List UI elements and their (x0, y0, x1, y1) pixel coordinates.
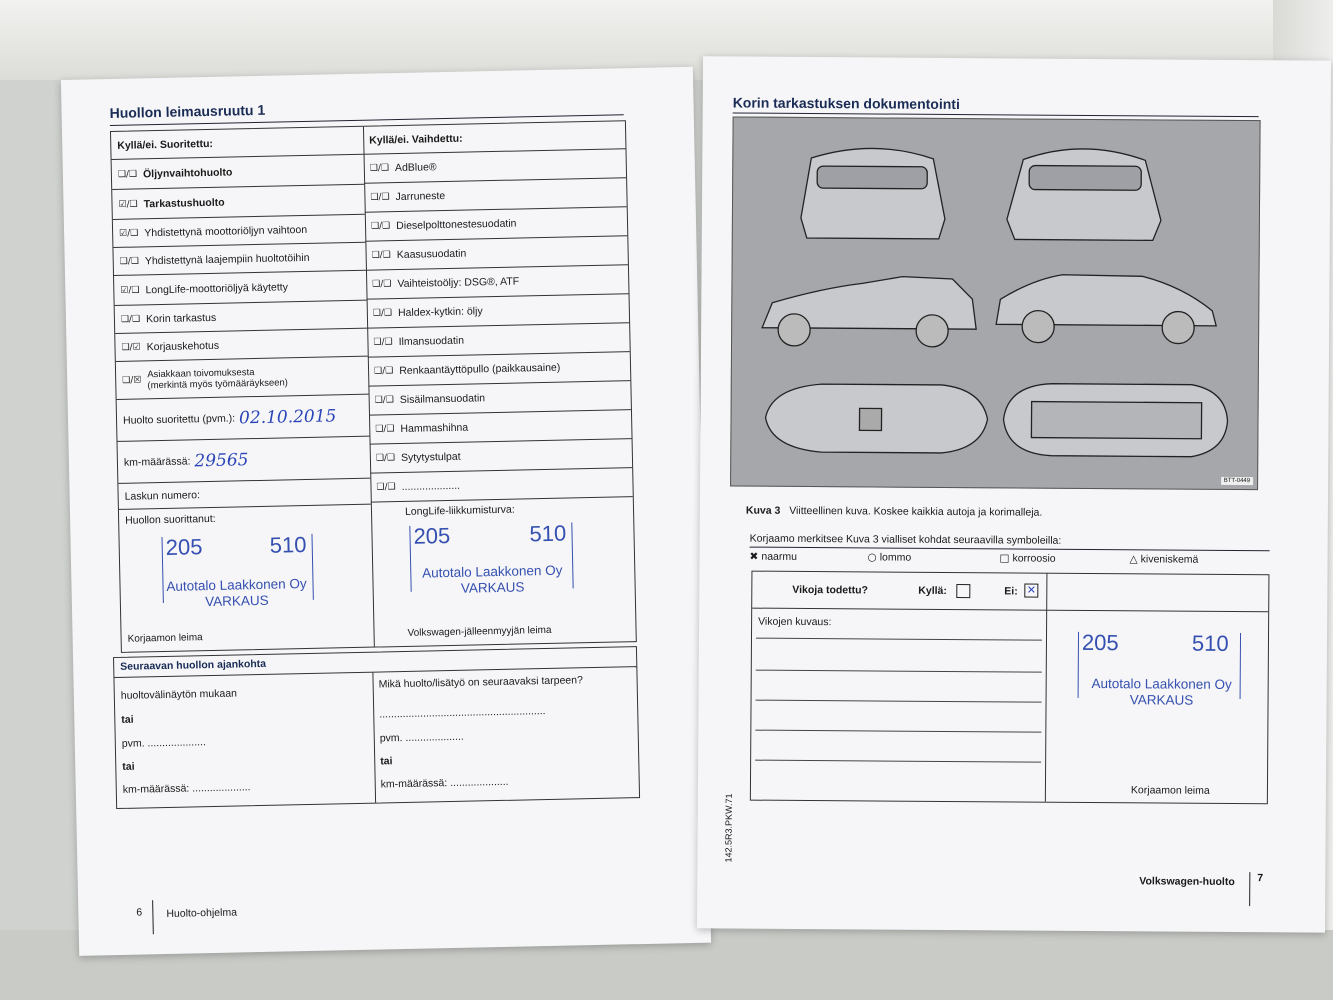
description-line (756, 700, 1042, 703)
stamp-right-number: 510 (1191, 630, 1229, 656)
service-date-label: Huolto suoritettu (pvm.): (122, 411, 236, 427)
yes-no-checkbox[interactable]: ❑/❑ (372, 279, 392, 290)
next-service-right-1: pvm. .................... (379, 730, 464, 745)
yes-no-checkbox[interactable]: ❑/❑ (371, 250, 391, 261)
performed-column (111, 127, 375, 652)
performed-header: Kyllä/ei. Suoritettu: (111, 127, 364, 160)
yes-no-checkbox[interactable]: ❑/❑ (119, 255, 139, 267)
stamp-left-number: 205 (413, 522, 451, 549)
performed-item-label-line1: Asiakkaan toivomuksesta (147, 366, 255, 380)
figure-code: BTT-0449 (1221, 477, 1253, 485)
symbol-label: korroosio (1012, 552, 1056, 565)
defects-header-row (752, 572, 1268, 613)
changed-header: Kyllä/ei. Vaihdettu: (363, 121, 626, 154)
changed-item-label: Vaihteistoöljy: DSG®, ATF (397, 275, 520, 291)
description-line (756, 670, 1042, 673)
yes-no-checkbox[interactable]: ❑/❑ (373, 366, 394, 377)
symbol-legend (749, 551, 1269, 571)
yes-label: Kyllä: (918, 584, 947, 597)
changed-item-label: Jarruneste (395, 190, 446, 204)
changed-item-label: Sytytystulpat (400, 450, 461, 464)
changed-row (370, 468, 633, 502)
performed-row (116, 357, 369, 400)
km-value: 29565 (194, 449, 249, 471)
performed-item-label: Yhdistettynä laajempiin huoltotöihin (144, 251, 310, 267)
dealer-stamp-label: Volkswagen-jälleenmyyjän leima (407, 624, 552, 639)
defects-table (750, 571, 1270, 805)
stamp-city: VARKAUS (460, 579, 525, 596)
stamp-right-number: 510 (529, 520, 567, 547)
next-service-right-3: km-määrässä: .................... (380, 775, 509, 791)
car-views-drawing (731, 117, 1260, 489)
left-footer-title: Huolto-ohjelma (166, 906, 238, 921)
defects-stamp-label: Korjaamon leima (1130, 784, 1210, 797)
next-service-header: Seuraavan huollon ajankohta (114, 647, 636, 678)
performed-item-label (147, 366, 288, 391)
stamp-left-number: 205 (165, 534, 203, 560)
changed-item-label: .................... (401, 479, 461, 493)
changed-column (363, 121, 636, 646)
yes-no-checkbox[interactable]: ❑/❑ (370, 192, 390, 203)
yes-no-checkbox[interactable]: ☑/❑ (120, 284, 140, 296)
next-service-left-0: huoltovälinäytön mukaan (120, 687, 238, 702)
figure-caption (746, 505, 1043, 519)
symbol-label: lommo (879, 551, 912, 564)
yes-no-checkbox[interactable]: ☑/❑ (119, 227, 139, 239)
symbol-mark-icon: ✖ (749, 550, 759, 563)
symbol-mark-icon: ○ (867, 551, 877, 564)
next-service-left-4: km-määrässä: .................... (122, 781, 251, 796)
next-service-right-0: ......................................................... (379, 705, 546, 721)
left-footer-bar (152, 900, 154, 934)
performed-item-label-line2: (merkintä myös työmääräykseen) (147, 376, 289, 391)
defects-found-label: Vikoja todettu? (792, 583, 869, 597)
yes-no-checkbox[interactable]: ❑/❑ (374, 395, 394, 406)
changed-item-label: Dieselpolttonestesuodatin (396, 217, 517, 233)
next-service-question: Mikä huolto/lisätyö on seuraavaksi tarpeen? (378, 674, 584, 691)
performed-item-label: Öljynvaihtohuolto (142, 165, 233, 180)
symbol-legend-item (750, 551, 798, 563)
changed-item-label: Kaasusuodatin (396, 247, 467, 262)
right-page (697, 56, 1331, 932)
left-page (61, 67, 711, 956)
symbol-legend-item (1130, 553, 1199, 565)
changed-item-label: Renkaantäyttöpullo (paikkausaine) (399, 361, 561, 378)
next-service-left-1: tai (121, 713, 134, 726)
car-rear-view (801, 148, 946, 239)
symbol-label: kiveniskemä (1140, 553, 1199, 566)
yes-no-checkbox[interactable]: ❑/❑ (376, 482, 396, 493)
service-date-value: 02.10.2015 (238, 405, 337, 428)
symbol-label: naarmu (761, 550, 798, 563)
stamp-city: VARKAUS (204, 592, 269, 610)
yes-no-checkbox[interactable]: ❑/❑ (375, 424, 395, 435)
right-page-number: 7 (1257, 872, 1264, 885)
performer-row (119, 505, 371, 532)
next-service-right-2: tai (380, 755, 393, 768)
yes-no-checkbox[interactable]: ❑/❑ (372, 308, 393, 319)
right-footer-title: Volkswagen-huolto (1139, 875, 1235, 888)
no-checkbox-checked[interactable]: ✕ (1024, 584, 1038, 598)
invoice-label: Laskun numero: (124, 488, 201, 503)
symbol-mark-icon: □ (999, 552, 1010, 565)
dealer-stamp (407, 516, 579, 610)
yes-no-checkbox[interactable]: ❑/❑ (375, 453, 396, 464)
symbol-instruction: Korjaamo merkitsee Kuva 3 vialliset kohdat seuraavilla symboleilla: (749, 532, 1062, 547)
changed-item-label: Haldex-kytkin: öljy (397, 305, 483, 320)
stamp-right-number: 510 (269, 532, 307, 558)
caption-text: Viitteellinen kuva. Koskee kaikkia autoja ja korimalleja. (789, 504, 1043, 519)
symbol-mark-icon: △ (1129, 553, 1138, 566)
performed-item-label: Korin tarkastus (145, 311, 217, 325)
service-date-row (117, 395, 370, 442)
changed-item-label: Ilmansuodatin (398, 334, 465, 349)
performed-item-label: Tarkastushuolto (143, 196, 225, 210)
stamp-bracket-left (1078, 632, 1079, 698)
car-body-figure (730, 116, 1261, 490)
performed-item-label: Korjauskehotus (146, 339, 220, 353)
km-row (118, 437, 371, 484)
description-line (755, 760, 1041, 763)
next-service-table (113, 646, 640, 809)
right-page-title: Korin tarkastuksen dokumentointi (732, 94, 960, 113)
yes-no-checkbox[interactable]: ❑/❑ (370, 221, 391, 232)
changed-item-label: Sisäilmansuodatin (399, 392, 486, 407)
yes-checkbox[interactable] (956, 584, 970, 598)
stamp-company: Autotalo Laakkonen Oy (166, 576, 307, 594)
workshop-stamp (159, 528, 331, 622)
stamp-left-number: 205 (1081, 629, 1119, 656)
symbol-legend-item (868, 551, 912, 563)
defects-workshop-stamp (1075, 626, 1246, 717)
description-line (755, 730, 1041, 733)
left-page-number: 6 (136, 906, 143, 919)
defects-description-label: Vikojen kuvaus: (758, 615, 832, 629)
yes-no-checkbox[interactable]: ❑/☒ (122, 374, 142, 386)
stamp-company: Autotalo Laakkonen Oy (421, 562, 563, 581)
symbol-legend-item (1000, 552, 1056, 564)
service-stamp-table (110, 120, 637, 653)
km-label: km-määrässä: (123, 454, 191, 469)
left-page-title: Huollon leimausruutu 1 (109, 101, 266, 122)
longlife-label: LongLife-liikkumisturva: (404, 503, 515, 518)
vertical-document-code: 142.5R3.PKW.71 (723, 793, 734, 863)
description-line (756, 638, 1042, 641)
stamp-company: Autotalo Laakkonen Oy (1091, 675, 1232, 692)
yes-no-checkbox[interactable]: ❑/❑ (120, 313, 141, 325)
yes-no-checkbox[interactable]: ❑/❑ (373, 337, 393, 348)
performed-item-label: Yhdistettynä moottoriöljyn vaihtoon (144, 223, 308, 239)
defects-divider (1045, 574, 1048, 802)
car-front-view (1007, 148, 1162, 240)
right-footer-bar (1249, 872, 1250, 906)
yes-no-checkbox[interactable]: ❑/❑ (117, 168, 138, 180)
changed-item-label: Hammashihna (400, 421, 469, 436)
no-label: Ei: (1004, 585, 1018, 598)
yes-no-checkbox[interactable]: ☑/❑ (118, 198, 138, 210)
next-service-left-3: tai (122, 760, 135, 773)
changed-item-label: AdBlue® (394, 161, 437, 175)
stamp-city: VARKAUS (1129, 692, 1194, 708)
performer-label: Huollon suorittanut: (125, 512, 216, 527)
stamp-bracket-left (409, 526, 411, 592)
caption-label: Kuva 3 (745, 504, 781, 517)
yes-no-checkbox[interactable]: ❑/❑ (369, 163, 390, 174)
next-service-left-2: pvm. .................... (121, 736, 206, 750)
yes-no-checkbox[interactable]: ❑/☑ (121, 341, 141, 353)
workshop-stamp-label: Korjaamon leima (127, 631, 203, 645)
next-service-divider (372, 673, 376, 803)
performed-item-label: LongLife-moottoriöljyä käytetty (145, 280, 288, 296)
